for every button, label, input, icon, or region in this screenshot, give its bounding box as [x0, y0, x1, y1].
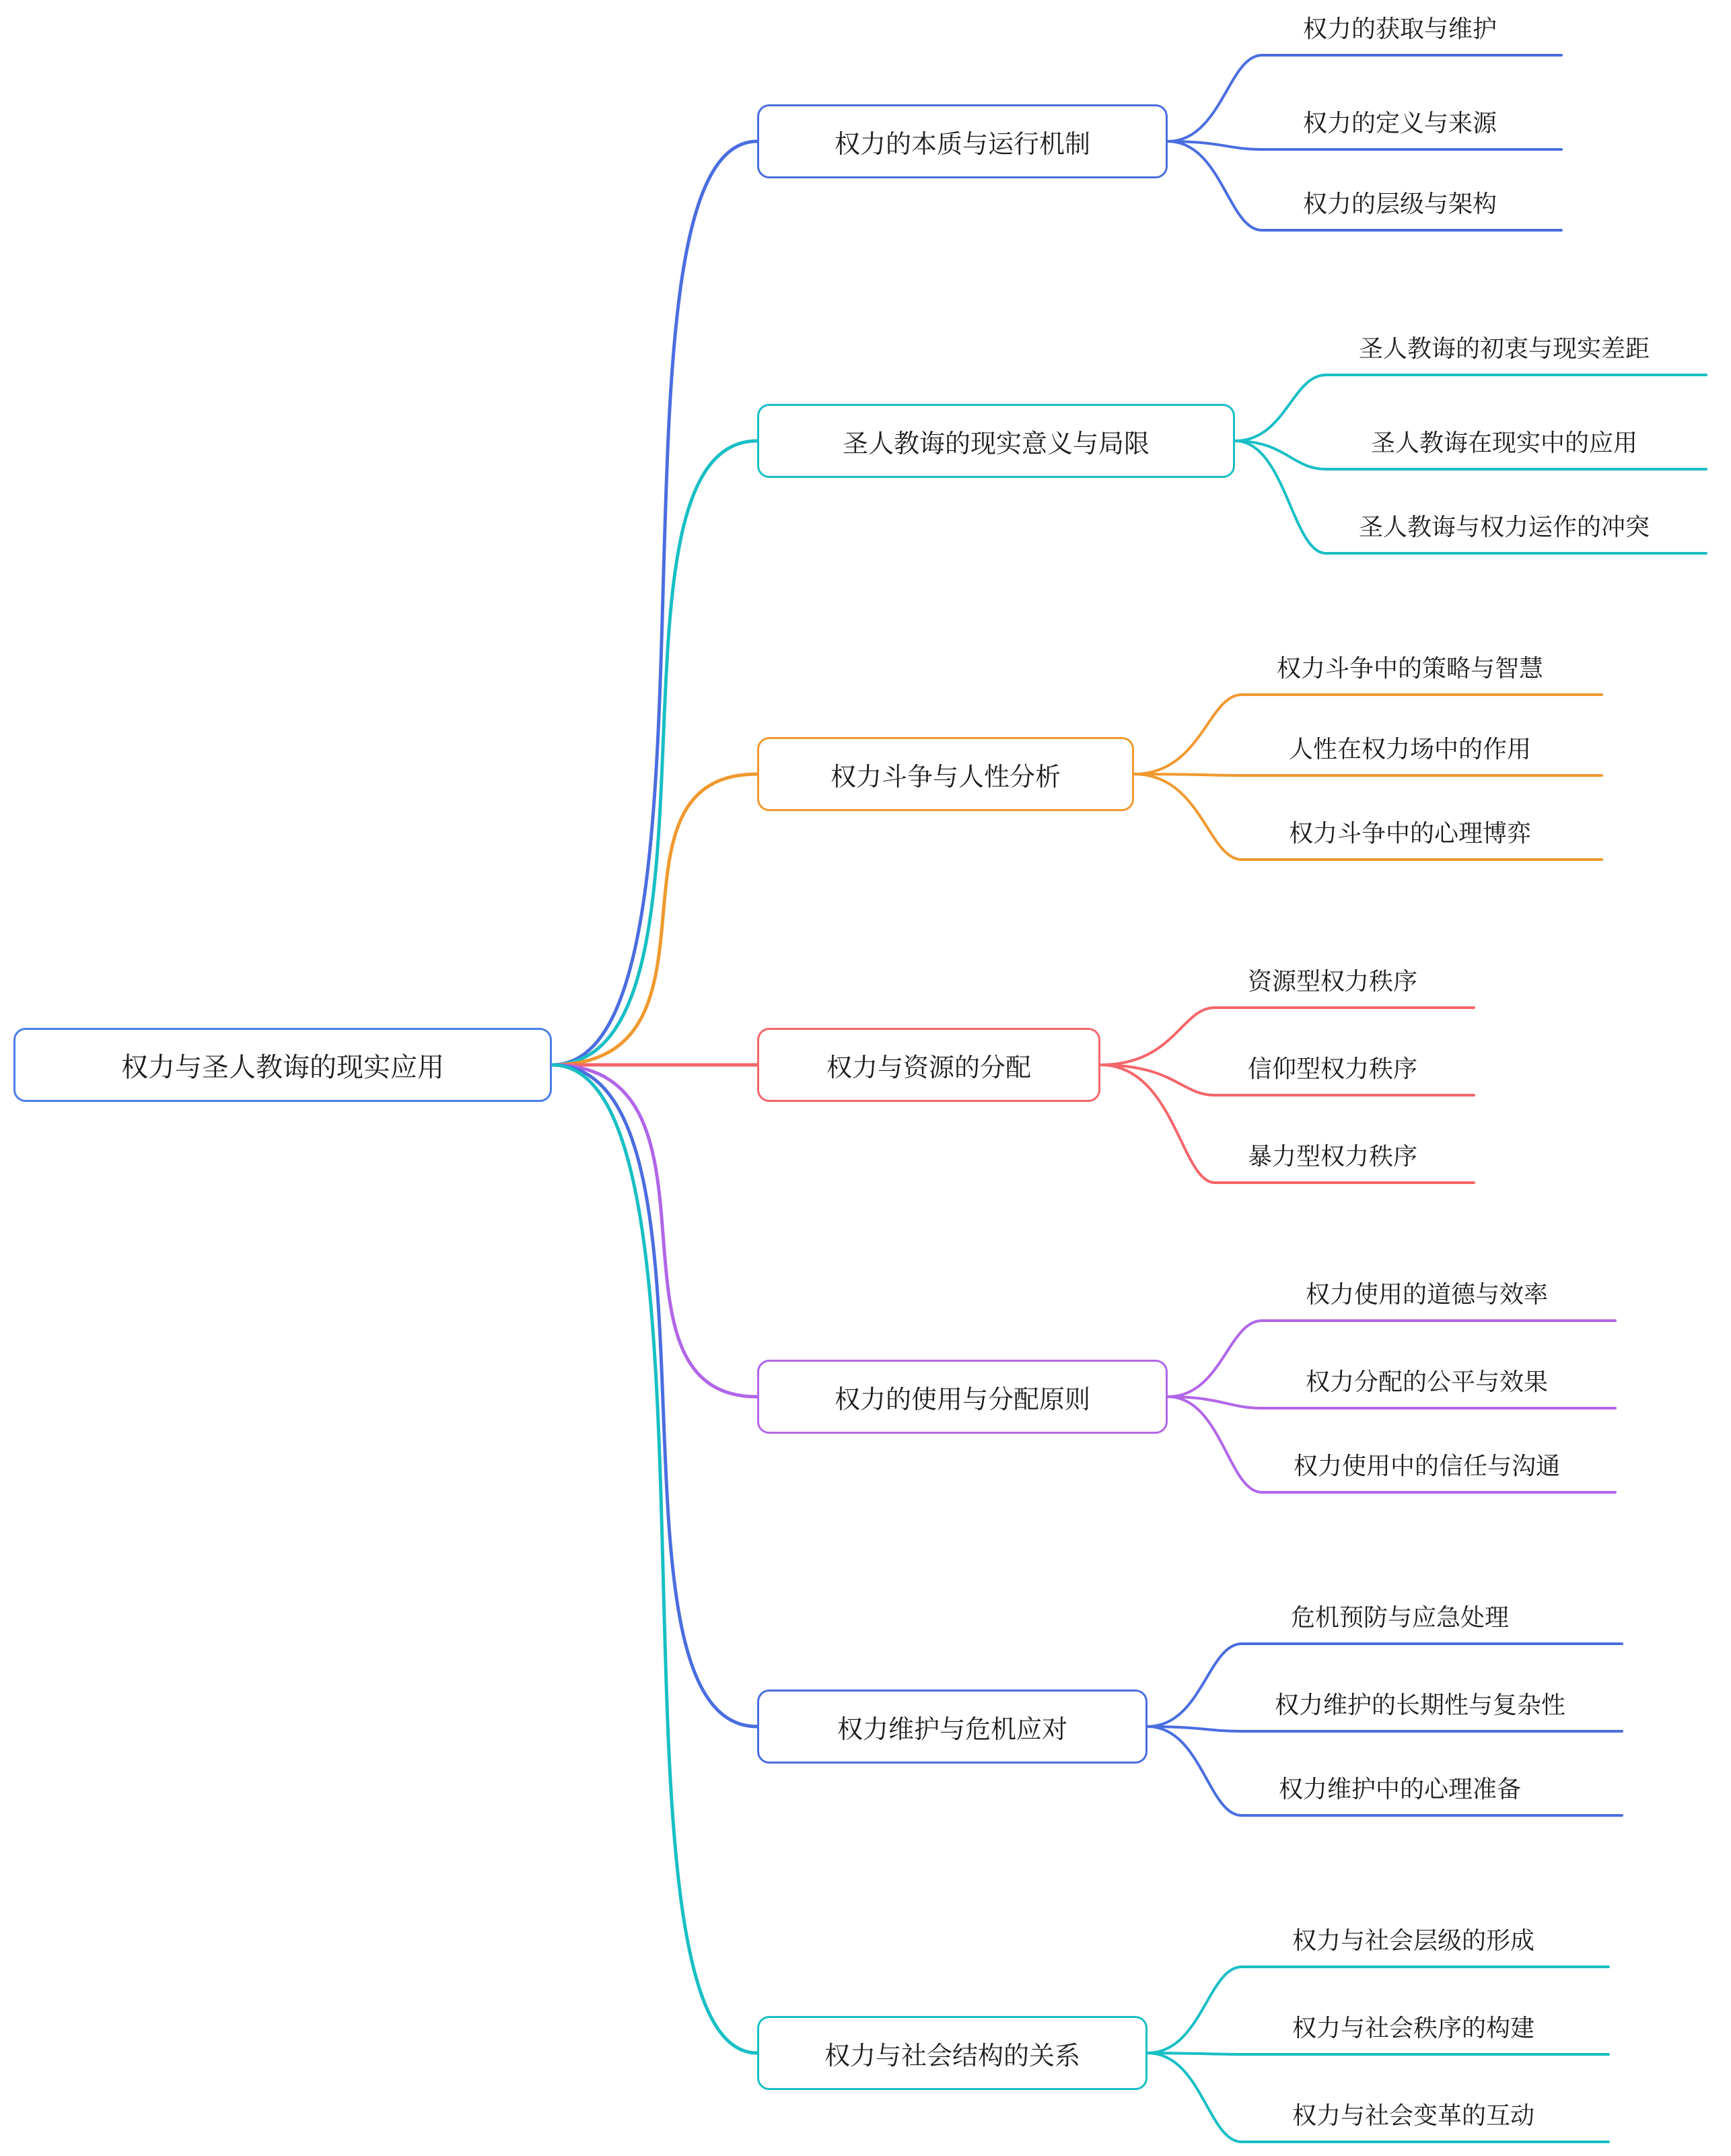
branch-node-3[interactable] — [757, 737, 1134, 811]
leaf-node-3-1-label: 权力斗争中的策略与智慧 — [1276, 654, 1543, 682]
leaf-node-4-3[interactable] — [1205, 1131, 1460, 1178]
branch-node-2-label: 圣人教诲的现实意义与局限 — [842, 429, 1150, 458]
leaf-node-7-1[interactable] — [1232, 1915, 1595, 1962]
branch-node-6-label: 权力维护与危机应对 — [837, 1715, 1067, 1744]
branch-node-6[interactable] — [757, 1690, 1147, 1764]
leaf-node-1-1-label: 权力的获取与维护 — [1302, 14, 1497, 42]
leaf-node-6-2[interactable] — [1232, 1679, 1609, 1727]
leaf-node-4-2[interactable] — [1205, 1043, 1460, 1090]
branch-node-1-label: 权力的本质与运行机制 — [834, 130, 1090, 159]
leaf-node-6-2-label: 权力维护的长期性与复杂性 — [1274, 1690, 1565, 1718]
leaf-node-5-2-label: 权力分配的公平与效果 — [1305, 1367, 1548, 1395]
leaf-node-2-2[interactable] — [1316, 417, 1693, 464]
leaf-node-3-2[interactable] — [1232, 724, 1588, 771]
leaf-node-7-2-label: 权力与社会秩序的构建 — [1292, 2013, 1534, 2042]
leaf-node-1-2[interactable] — [1252, 98, 1548, 145]
leaf-node-5-2[interactable] — [1252, 1356, 1602, 1403]
branch-node-4[interactable] — [757, 1028, 1100, 1102]
leaf-node-1-3[interactable] — [1252, 178, 1548, 225]
leaf-node-3-2-label: 人性在权力场中的作用 — [1288, 734, 1531, 763]
leaf-node-6-3[interactable] — [1232, 1764, 1568, 1811]
leaf-node-2-3[interactable] — [1316, 501, 1693, 549]
leaf-node-4-1[interactable] — [1205, 956, 1460, 1003]
branch-node-7-label: 权力与社会结构的关系 — [824, 2042, 1080, 2071]
branch-node-5-label: 权力的使用与分配原则 — [834, 1385, 1090, 1414]
root-node-label: 权力与圣人教诲的现实应用 — [121, 1052, 444, 1082]
leaf-node-6-1-label: 危机预防与应急处理 — [1290, 1603, 1509, 1631]
leaf-node-3-3-label: 权力斗争中的心理博弈 — [1288, 819, 1531, 847]
leaf-node-7-3[interactable] — [1232, 2090, 1595, 2137]
leaf-node-1-1[interactable] — [1252, 3, 1548, 50]
branch-node-2[interactable] — [757, 404, 1235, 478]
leaf-node-7-2[interactable] — [1232, 2003, 1595, 2050]
leaf-node-1-3-label: 权力的层级与架构 — [1302, 189, 1497, 217]
leaf-node-4-1-label: 资源型权力秩序 — [1247, 967, 1417, 995]
leaf-node-2-3-label: 圣人教诲与权力运作的冲突 — [1358, 512, 1650, 541]
leaf-node-7-3-label: 权力与社会变革的互动 — [1292, 2101, 1534, 2129]
leaf-node-5-1-label: 权力使用的道德与效率 — [1305, 1280, 1548, 1308]
leaf-node-6-3-label: 权力维护中的心理准备 — [1278, 1774, 1521, 1803]
leaf-node-3-3[interactable] — [1232, 808, 1588, 855]
branch-node-1[interactable] — [757, 104, 1168, 178]
leaf-node-2-2-label: 圣人教诲在现实中的应用 — [1370, 428, 1637, 456]
leaf-node-5-3[interactable] — [1252, 1440, 1602, 1488]
leaf-node-6-1[interactable] — [1232, 1592, 1568, 1639]
branch-node-5[interactable] — [757, 1360, 1168, 1434]
leaf-node-3-1[interactable] — [1232, 643, 1588, 690]
branch-node-3-label: 权力斗争与人性分析 — [830, 763, 1061, 792]
leaf-node-5-3-label: 权力使用中的信任与沟通 — [1293, 1451, 1560, 1480]
leaf-node-1-2-label: 权力的定义与来源 — [1302, 108, 1497, 137]
leaf-node-7-1-label: 权力与社会层级的形成 — [1292, 1926, 1534, 1954]
leaf-node-2-1-label: 圣人教诲的初衷与现实差距 — [1358, 334, 1650, 362]
leaf-node-2-1[interactable] — [1316, 323, 1693, 370]
leaf-node-4-2-label: 信仰型权力秩序 — [1247, 1054, 1417, 1082]
branch-node-7[interactable] — [757, 2016, 1147, 2090]
leaf-node-4-3-label: 暴力型权力秩序 — [1247, 1142, 1417, 1170]
leaf-node-5-1[interactable] — [1252, 1269, 1602, 1316]
branch-node-4-label: 权力与资源的分配 — [826, 1053, 1031, 1082]
mindmap-root-node[interactable] — [13, 1028, 552, 1102]
